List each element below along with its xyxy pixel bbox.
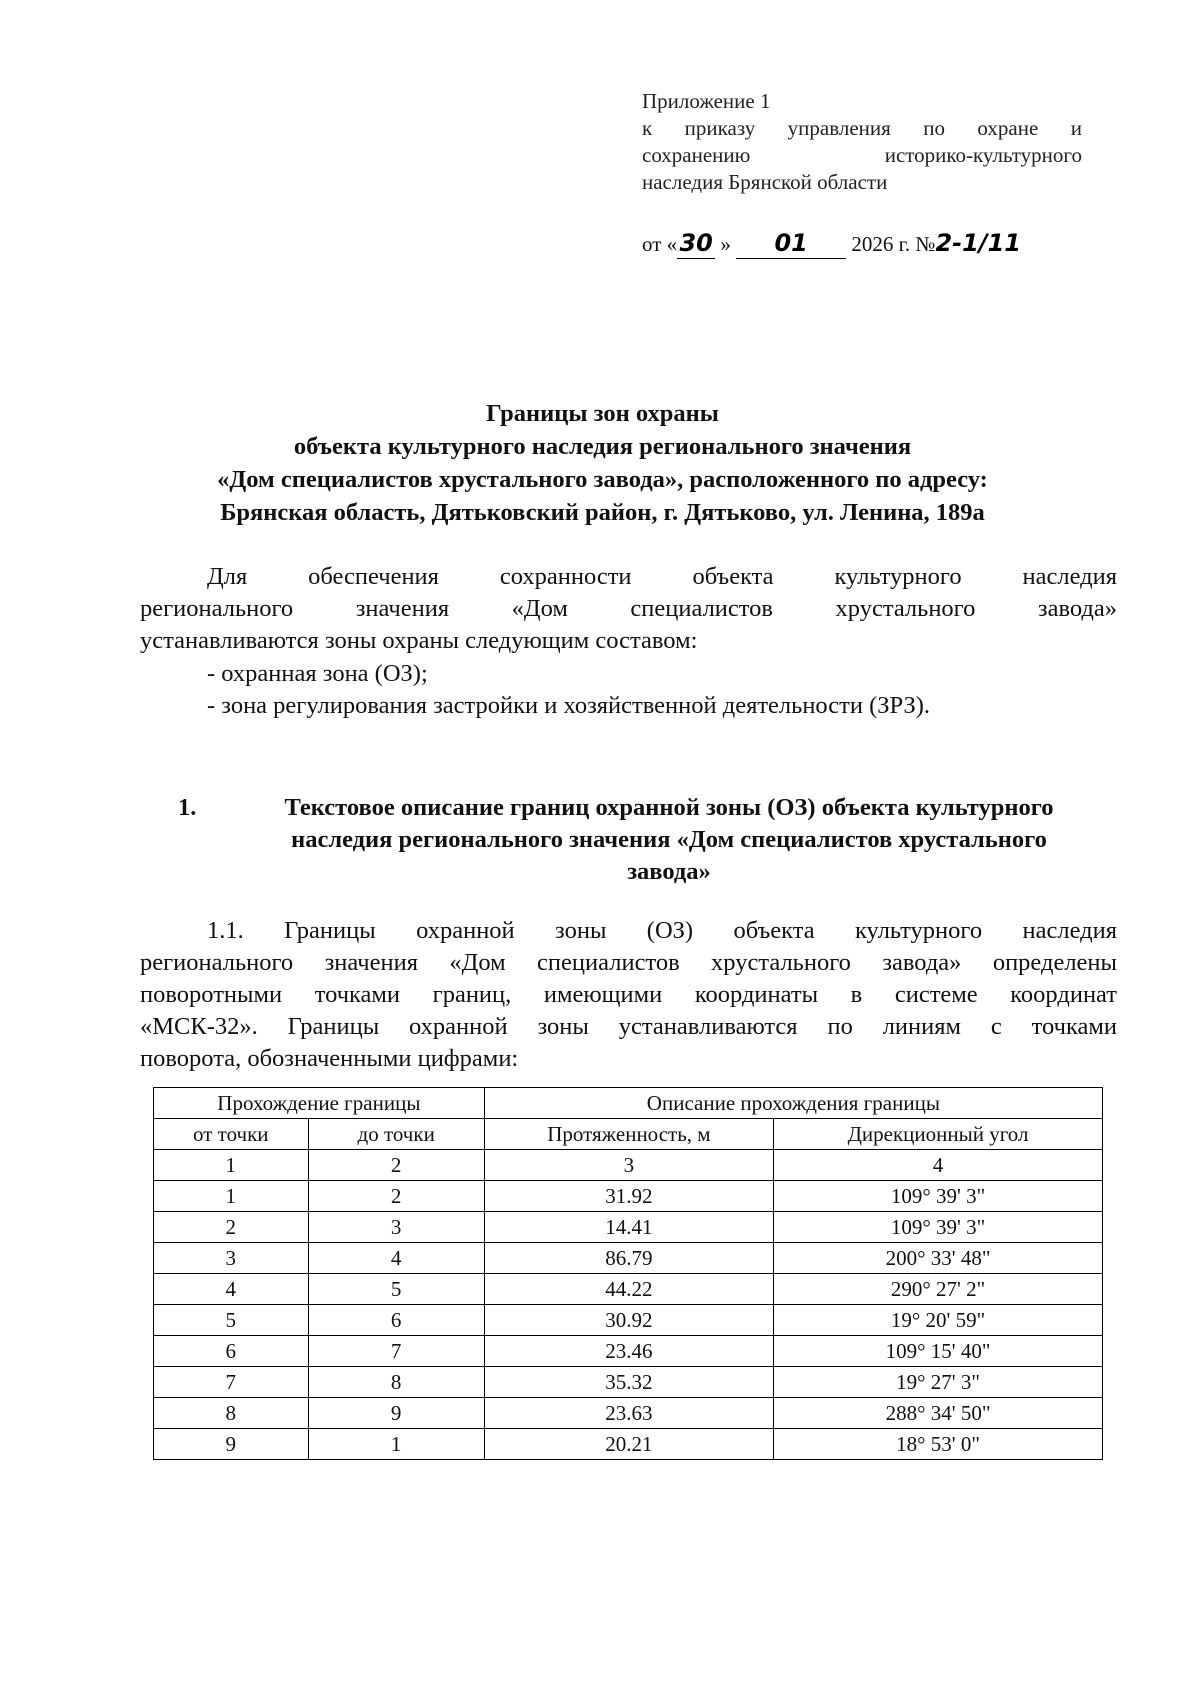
cell-from: 3	[154, 1243, 309, 1274]
order-date-number	[642, 228, 1021, 259]
cell-length: 44.22	[484, 1274, 773, 1305]
order-number: 2-1/11	[935, 229, 1021, 257]
table-row	[154, 1429, 1103, 1460]
cell-angle: 109° 15' 40"	[774, 1336, 1103, 1367]
cell-to: 9	[308, 1398, 484, 1429]
paragraph-line: Для обеспечения сохранности объекта культурного наследия	[207, 563, 1117, 590]
cell-from: 2	[154, 1212, 309, 1243]
cell-length: 20.21	[484, 1429, 773, 1460]
order-day: 30	[677, 228, 715, 259]
cell-angle: 19° 27' 3"	[774, 1367, 1103, 1398]
cell-from: 1	[154, 1181, 309, 1212]
header-group-passage: Прохождение границы	[154, 1088, 485, 1119]
paragraph-line: регионального значения «Дом специалистов хрустального завода»	[140, 595, 1117, 622]
title-line: «Дом специалистов хрустального завода», расположенного по адресу:	[217, 466, 988, 493]
cell-from: 7	[154, 1367, 309, 1398]
order-mid: »	[720, 232, 731, 256]
title-line: Границы зон охраны	[486, 400, 719, 427]
cell-to: 6	[308, 1305, 484, 1336]
cell-length: 35.32	[484, 1367, 773, 1398]
cell-angle: 109° 39' 3"	[774, 1181, 1103, 1212]
cell-to: 2	[308, 1181, 484, 1212]
cell-to: 5	[308, 1274, 484, 1305]
paragraph-line: регионального значения «Дом специалистов хрустального завода» определены	[140, 949, 1117, 976]
boundary-table	[153, 1087, 1103, 1460]
appendix-block	[642, 88, 1082, 196]
paragraph-line: «МСК-32». Границы охранной зоны устанавливаются по линиям с точками	[140, 1013, 1117, 1040]
table-header-row	[154, 1119, 1103, 1150]
appendix-line: Приложение 1	[642, 89, 771, 113]
cell-length: 23.63	[484, 1398, 773, 1429]
cell-length: 23.46	[484, 1336, 773, 1367]
cell-length: 14.41	[484, 1212, 773, 1243]
table-row	[154, 1336, 1103, 1367]
table-row	[154, 1243, 1103, 1274]
cell-angle: 19° 20' 59"	[774, 1305, 1103, 1336]
cell-from: 9	[154, 1429, 309, 1460]
section-heading-line: завода»	[627, 858, 711, 885]
order-prefix: от «	[642, 232, 678, 256]
document-title	[130, 397, 1075, 529]
header-to-point: до точки	[308, 1119, 484, 1150]
cell-angle: 288° 34' 50"	[774, 1398, 1103, 1429]
header-from-point: от точки	[154, 1119, 309, 1150]
header-angle: Дирекционный угол	[774, 1119, 1103, 1150]
order-year: 2026 г. №	[851, 232, 936, 256]
appendix-line: к приказу управления по охране и	[642, 116, 1082, 140]
cell-to: 1	[308, 1429, 484, 1460]
cell-length: 31.92	[484, 1181, 773, 1212]
section-heading	[178, 792, 1118, 888]
cell-from: 4	[154, 1274, 309, 1305]
paragraph-line: устанавливаются зоны охраны следующим составом:	[140, 627, 698, 654]
appendix-line: сохранению историко-культурного	[642, 143, 1082, 167]
list-item: - охранная зона (ОЗ);	[207, 660, 428, 687]
table-row	[154, 1274, 1103, 1305]
paragraph-line: поворота, обозначенными цифрами:	[140, 1045, 519, 1072]
table-group-header-row	[154, 1088, 1103, 1119]
paragraph-1-1	[140, 915, 1117, 1075]
cell-angle: 290° 27' 2"	[774, 1274, 1103, 1305]
cell-to: 7	[308, 1336, 484, 1367]
table-index-row	[154, 1150, 1103, 1181]
section-heading-line: наследия регионального значения «Дом специалистов хрустального	[291, 826, 1047, 853]
paragraph-line: поворотными точками границ, имеющими координаты в системе координат	[140, 981, 1117, 1008]
cell-length: 30.92	[484, 1305, 773, 1336]
table-row	[154, 1181, 1103, 1212]
appendix-line: наследия Брянской области	[642, 170, 888, 194]
cell-to: 4	[308, 1243, 484, 1274]
cell-from: 5	[154, 1305, 309, 1336]
cell-to: 3	[308, 1212, 484, 1243]
cell-from: 6	[154, 1336, 309, 1367]
order-month: 01	[736, 228, 846, 259]
section-number: 1.	[178, 794, 197, 821]
table-row	[154, 1398, 1103, 1429]
cell-length: 86.79	[484, 1243, 773, 1274]
table-row	[154, 1367, 1103, 1398]
cell-to: 8	[308, 1367, 484, 1398]
section-heading-line: Текстовое описание границ охранной зоны (ОЗ) объекта культурного	[284, 794, 1054, 821]
cell-angle: 200° 33' 48"	[774, 1243, 1103, 1274]
title-line: объекта культурного наследия регионального значения	[293, 433, 912, 460]
index-cell: 4	[774, 1150, 1103, 1181]
paragraph-line: 1.1. Границы охранной зоны (ОЗ) объекта культурного наследия	[207, 917, 1117, 944]
cell-angle: 109° 39' 3"	[774, 1212, 1103, 1243]
table-row	[154, 1212, 1103, 1243]
title-line: Брянская область, Дятьковский район, г. Дятьково, ул. Ленина, 189а	[220, 499, 985, 526]
list-item: - зона регулирования застройки и хозяйственной деятельности (ЗРЗ).	[207, 692, 931, 719]
intro-paragraph	[140, 561, 1117, 657]
cell-from: 8	[154, 1398, 309, 1429]
index-cell: 2	[308, 1150, 484, 1181]
header-group-description: Описание прохождения границы	[484, 1088, 1102, 1119]
index-cell: 1	[154, 1150, 309, 1181]
cell-angle: 18° 53' 0"	[774, 1429, 1103, 1460]
index-cell: 3	[484, 1150, 773, 1181]
header-length: Протяженность, м	[484, 1119, 773, 1150]
table-row	[154, 1305, 1103, 1336]
